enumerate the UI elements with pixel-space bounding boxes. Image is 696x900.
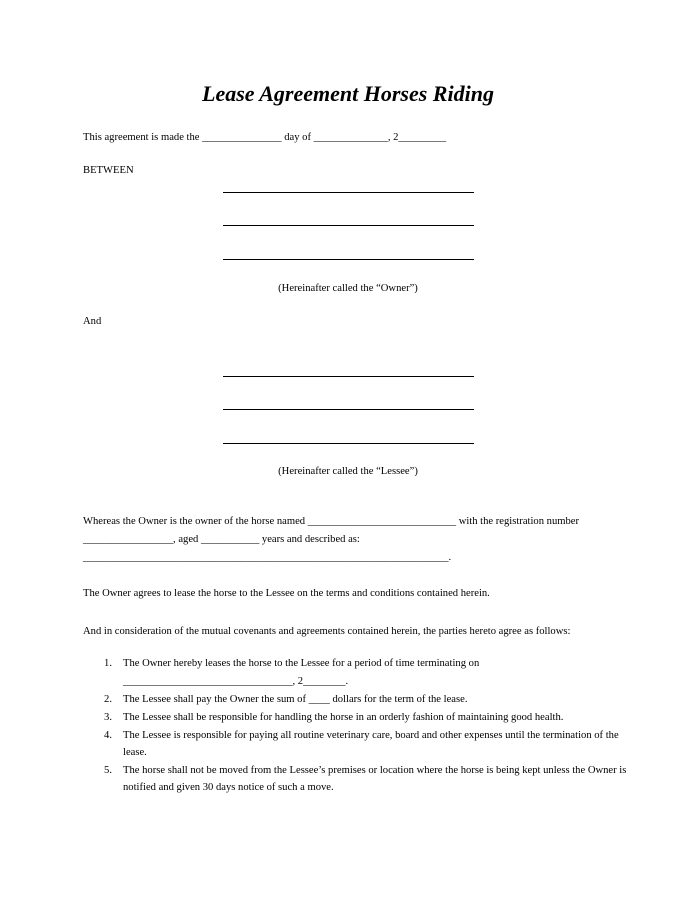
lessee-name-line-3[interactable] bbox=[223, 443, 474, 444]
lessee-name-line-1[interactable] bbox=[223, 376, 474, 377]
consideration-line: And in consideration of the mutual covenants and agreements contained herein, the parties hereto agree as follows: bbox=[83, 626, 571, 637]
term-number: 1. bbox=[104, 658, 112, 669]
term-number: 2. bbox=[104, 694, 112, 705]
lessee-name-line-2[interactable] bbox=[223, 409, 474, 410]
owner-name-line-3[interactable] bbox=[223, 259, 474, 260]
owner-name-line-2[interactable] bbox=[223, 225, 474, 226]
term-text: The Lessee shall be responsible for handling the horse in an orderly fashion of maintaining good health. bbox=[123, 712, 564, 723]
term-number: 3. bbox=[104, 712, 112, 723]
owner-caption: (Hereinafter called the “Owner”) bbox=[278, 283, 418, 294]
between-label: BETWEEN bbox=[83, 165, 134, 176]
term-text: The Lessee is responsible for paying all routine veterinary care, board and other expenses until the termination of the bbox=[123, 730, 619, 741]
term-number: 5. bbox=[104, 765, 112, 776]
owner-name-line-1[interactable] bbox=[223, 192, 474, 193]
whereas-line-3: _____________________________________________________________________. bbox=[83, 552, 452, 563]
term-text-continued: notified and given 30 days notice of such a move. bbox=[123, 782, 334, 793]
term-text-continued: lease. bbox=[123, 747, 147, 758]
document-title: Lease Agreement Horses Riding bbox=[202, 81, 494, 106]
whereas-line-2: _________________, aged ___________ years and described as: bbox=[83, 534, 360, 545]
whereas-line-1: Whereas the Owner is the owner of the horse named ____________________________ with the registration number bbox=[83, 516, 580, 527]
term-text: The Owner hereby leases the horse to the Lessee for a period of time terminating on bbox=[123, 658, 480, 669]
owner-agrees-line: The Owner agrees to lease the horse to the Lessee on the terms and conditions contained herein. bbox=[83, 588, 490, 599]
term-number: 4. bbox=[104, 730, 112, 741]
lessee-caption: (Hereinafter called the “Lessee”) bbox=[278, 466, 418, 477]
agreement-date-line: This agreement is made the _______________ day of ______________, 2_________ bbox=[83, 132, 447, 143]
term-text: The Lessee shall pay the Owner the sum of ____ dollars for the term of the lease. bbox=[123, 694, 468, 705]
term-text: The horse shall not be moved from the Lessee’s premises or location where the horse is being kept unless the Owner is bbox=[123, 765, 627, 776]
term-text-continued: ________________________________, 2________. bbox=[123, 676, 349, 687]
and-label: And bbox=[83, 316, 102, 327]
